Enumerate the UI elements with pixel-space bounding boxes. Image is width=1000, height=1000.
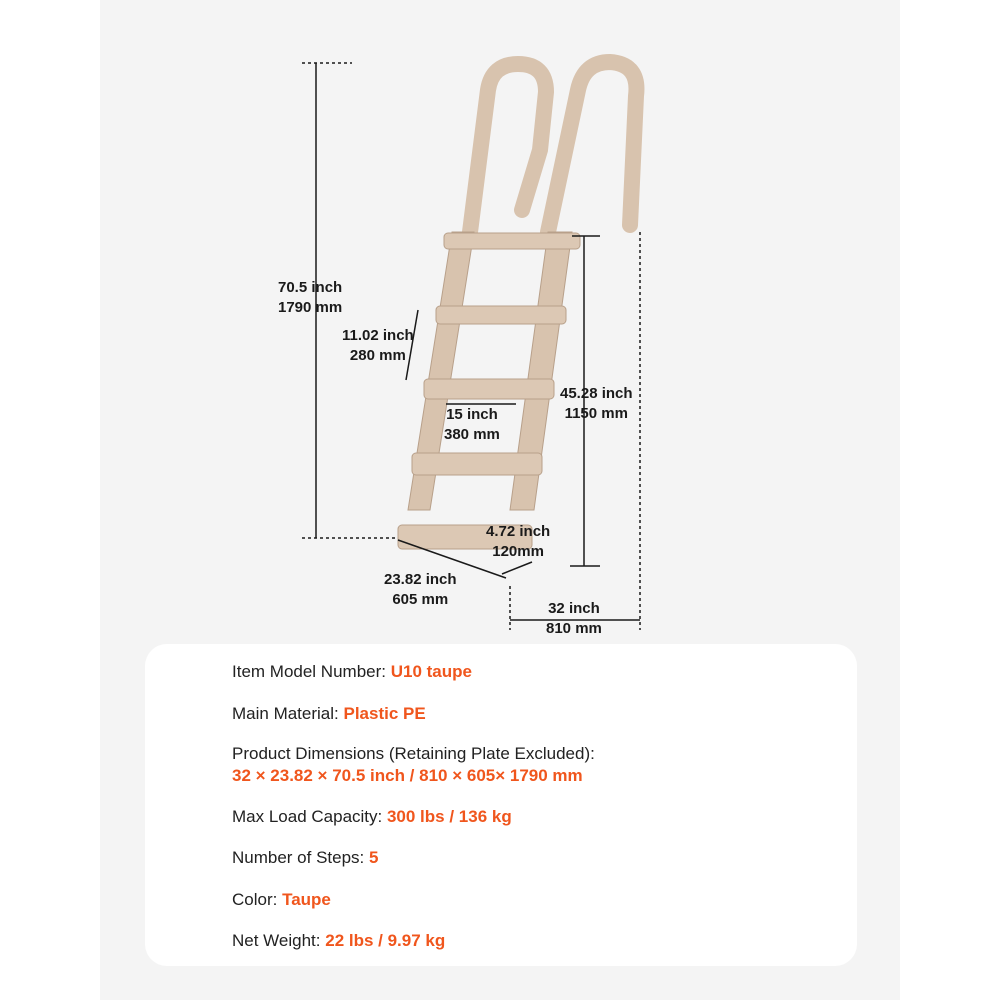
dim-total-depth: 32 inch 810 mm — [546, 600, 602, 637]
spec-label: Net Weight: — [232, 931, 326, 950]
dim-step-spacing: 11.02 inch 280 mm — [342, 327, 414, 364]
spec-value: Taupe — [282, 890, 331, 909]
spec-value: 5 — [369, 848, 379, 867]
spec-main-material — [232, 703, 426, 725]
dim-step-width: 15 inch 380 mm — [444, 406, 500, 443]
spec-value: Plastic PE — [343, 704, 426, 723]
dim-underwater-height: 45.28 inch 1150 mm — [560, 385, 633, 422]
step-3 — [424, 379, 554, 399]
step-4 — [412, 453, 542, 475]
spec-value: 22 lbs / 9.97 kg — [325, 931, 446, 950]
spec-product-dimensions — [232, 743, 595, 787]
spec-color — [232, 889, 331, 911]
spec-number-of-steps — [232, 847, 378, 869]
right-handrail — [548, 62, 636, 232]
dim-base-width: 23.82 inch 605 mm — [384, 571, 457, 608]
spec-label: Main Material: — [232, 704, 344, 723]
dim-total-height: 70.5 inch 1790 mm — [278, 279, 343, 316]
ladder-illustration — [398, 62, 636, 549]
spec-label: Color: — [232, 890, 283, 909]
spec-label: Number of Steps: — [232, 848, 370, 867]
spec-label: Item Model Number: — [232, 662, 391, 681]
step-2 — [436, 306, 566, 324]
spec-label: Max Load Capacity: — [232, 807, 387, 826]
spec-model-number — [232, 661, 472, 683]
specs-card — [145, 644, 857, 966]
spec-value: U10 taupe — [390, 662, 472, 681]
spec-net-weight — [232, 930, 445, 952]
spec-label: Product Dimensions (Retaining Plate Excluded): — [232, 744, 595, 763]
step-1 — [444, 233, 580, 249]
left-handrail — [470, 64, 546, 232]
spec-value: 32 × 23.82 × 70.5 inch / 810 × 605× 1790 mm — [232, 766, 583, 785]
dim-step-depth: 4.72 inch 120mm — [486, 523, 551, 560]
spec-value: 300 lbs / 136 kg — [386, 807, 512, 826]
spec-max-load — [232, 806, 512, 828]
